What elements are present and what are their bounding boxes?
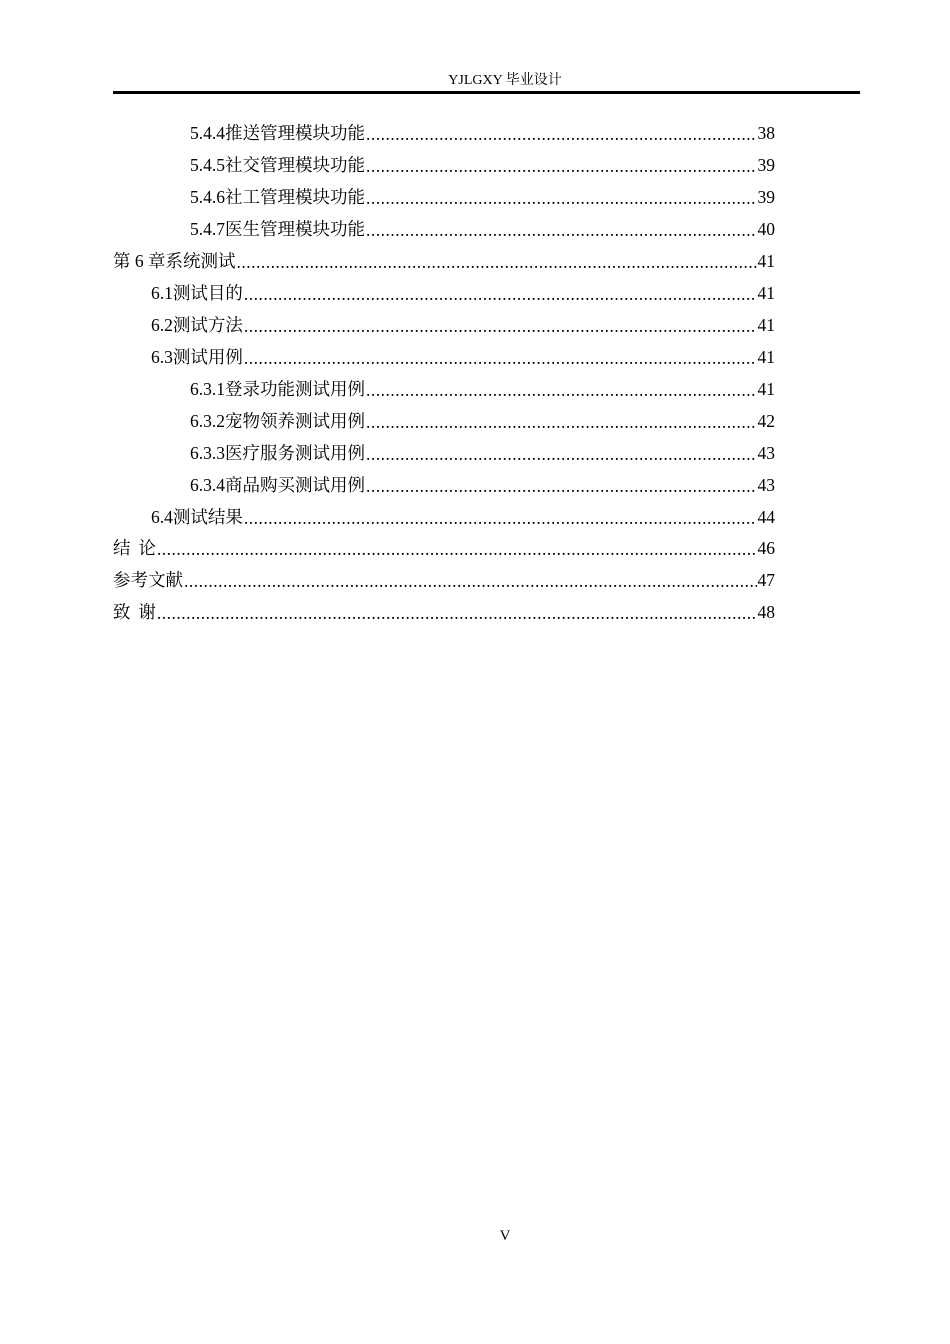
toc-leader-dots	[184, 565, 757, 597]
toc-leader-dots	[366, 374, 757, 406]
toc-entry-page: 47	[757, 570, 775, 590]
toc-entry-number: 5.4.7	[190, 219, 225, 239]
toc-entry-title: 系统测试	[165, 251, 236, 271]
toc-entry-page: 41	[757, 347, 775, 367]
toc-entry-6-3-1[interactable]	[190, 373, 775, 405]
toc-entry-5-4-6[interactable]	[190, 181, 775, 213]
toc-entry-acknowledgements[interactable]	[113, 596, 775, 628]
toc-entry-title: 参考文献	[113, 570, 183, 590]
toc-entry-number: 6.3.3	[190, 443, 225, 463]
toc-entry-title: 医生管理模块功能	[225, 219, 365, 239]
toc-leader-dots	[244, 278, 757, 310]
toc-entry-title: 测试目的	[172, 283, 243, 303]
toc-entry-title: 社交管理模块功能	[225, 155, 365, 175]
toc-leader-dots	[244, 502, 757, 534]
toc-entry-6-3-3[interactable]	[190, 437, 775, 469]
toc-entry-number: 第 6 章	[113, 251, 166, 271]
toc-entry-page: 43	[757, 443, 775, 463]
toc-entry-number: 5.4.4	[190, 123, 225, 143]
toc-entry-title: 推送管理模块功能	[225, 123, 365, 143]
toc-leader-dots	[244, 310, 757, 342]
toc-entry-number: 6.3.2	[190, 411, 225, 431]
toc-entry-page: 39	[757, 155, 775, 175]
toc-entry-6-2[interactable]	[151, 309, 775, 341]
toc-entry-number: 6.1	[151, 283, 173, 303]
toc-leader-dots	[244, 342, 757, 374]
toc-entry-6-1[interactable]	[151, 277, 775, 309]
toc-entry-number: 5.4.5	[190, 155, 225, 175]
toc-entry-title: 登录功能测试用例	[225, 379, 365, 399]
toc-leader-dots	[366, 470, 757, 502]
toc-leader-dots	[366, 150, 757, 182]
toc-entry-title: 测试结果	[172, 507, 243, 527]
toc-leader-dots	[237, 246, 757, 278]
toc-entry-number: 6.3.1	[190, 379, 225, 399]
toc-entry-title: 宠物领养测试用例	[225, 411, 365, 431]
toc-entry-number: 6.3	[151, 347, 173, 367]
toc-leader-dots	[366, 438, 757, 470]
toc-entry-title: 商品购买测试用例	[225, 475, 365, 495]
toc-entry-page: 38	[757, 123, 775, 143]
toc-leader-dots	[157, 597, 757, 629]
toc-entry-title-char: 结	[113, 538, 131, 558]
toc-entry-6-3-4[interactable]	[190, 469, 775, 501]
toc-entry-number: 6.2	[151, 315, 173, 335]
toc-entry-title-char: 谢	[138, 602, 156, 622]
toc-entry-title-char: 致	[113, 602, 131, 622]
toc-entry-5-4-4[interactable]	[190, 117, 775, 149]
header-divider	[113, 91, 860, 94]
toc-entry-number: 6.3.4	[190, 475, 225, 495]
toc-entry-chapter-6[interactable]	[113, 245, 775, 277]
toc-leader-dots	[366, 182, 757, 214]
toc-entry-page: 41	[757, 379, 775, 399]
toc-entry-page: 43	[757, 475, 775, 495]
toc-entry-page: 48	[757, 602, 775, 622]
toc-entry-references[interactable]	[113, 564, 775, 596]
toc-entry-page: 40	[757, 219, 775, 239]
toc-entry-title: 测试用例	[172, 347, 243, 367]
toc-entry-title	[113, 532, 156, 564]
toc-leader-dots	[366, 118, 757, 150]
toc-entry-5-4-7[interactable]	[190, 213, 775, 245]
toc-entry-title: 测试方法	[172, 315, 243, 335]
toc-entry-page: 44	[757, 507, 775, 527]
toc-entry-page: 41	[757, 251, 775, 271]
toc-entry-page: 46	[757, 538, 775, 558]
toc-entry-title	[113, 596, 156, 628]
toc-entry-page: 39	[757, 187, 775, 207]
toc-leader-dots	[366, 214, 757, 246]
toc-entry-title-char: 论	[138, 538, 156, 558]
toc-entry-5-4-5[interactable]	[190, 149, 775, 181]
toc-entry-6-3[interactable]	[151, 341, 775, 373]
toc-entry-6-4[interactable]	[151, 501, 775, 533]
toc-entry-page: 42	[757, 411, 775, 431]
toc-entry-page: 41	[757, 315, 775, 335]
page-number: V	[499, 1228, 511, 1244]
toc-leader-dots	[157, 533, 757, 565]
toc-entry-page: 41	[757, 283, 775, 303]
toc-leader-dots	[366, 406, 757, 438]
toc-entry-number: 6.4	[151, 507, 173, 527]
toc-entry-6-3-2[interactable]	[190, 405, 775, 437]
page-header-title: YJLGXY 毕业设计	[448, 73, 562, 88]
toc-entry-number: 5.4.6	[190, 187, 225, 207]
toc-entry-conclusion[interactable]	[113, 532, 775, 564]
toc-entry-title: 社工管理模块功能	[225, 187, 365, 207]
toc-entry-title: 医疗服务测试用例	[225, 443, 365, 463]
